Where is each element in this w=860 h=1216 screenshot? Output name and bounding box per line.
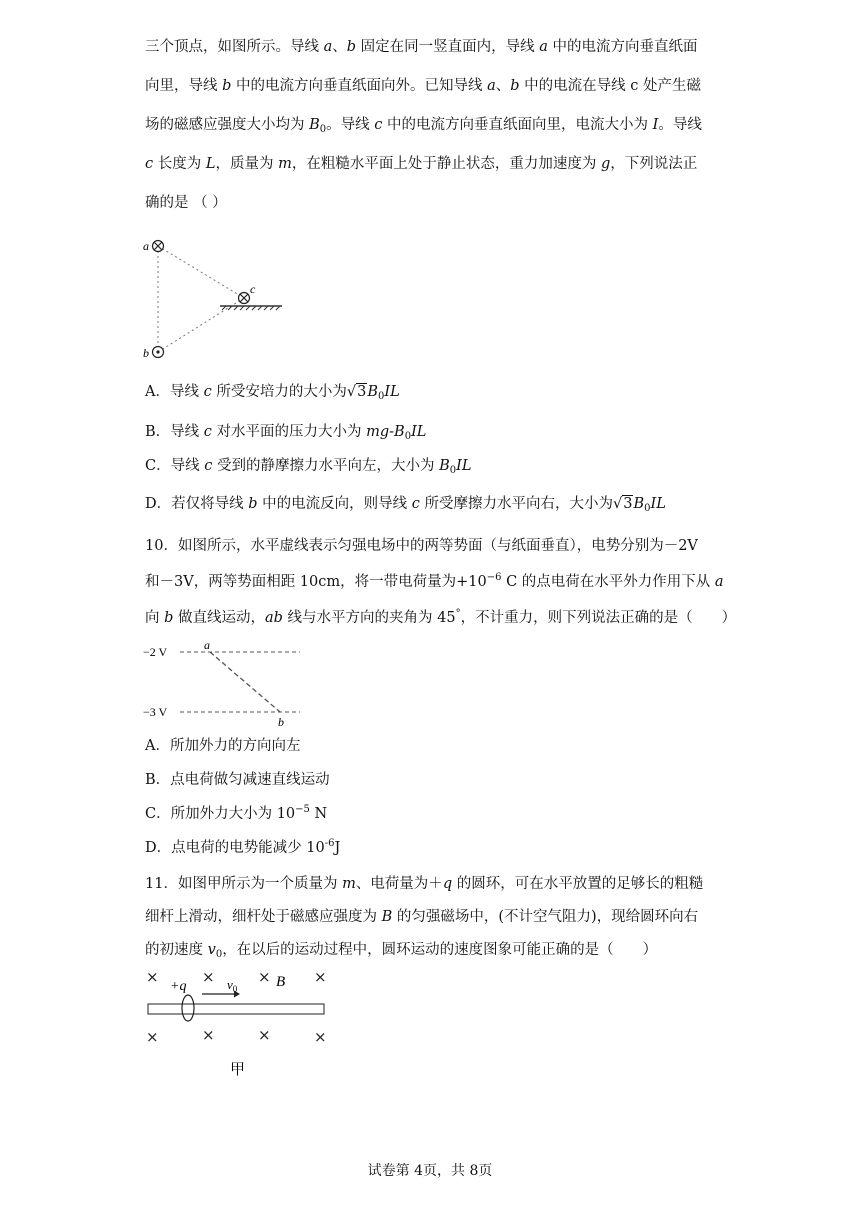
q11-label-field: B bbox=[276, 974, 286, 990]
q9-stem-line-5: 确的是 （ ） bbox=[145, 195, 227, 211]
q10-label-a: a bbox=[204, 638, 210, 652]
q10-option-a: A．所加外力的方向向左 bbox=[145, 738, 301, 754]
q11-stem-line-3: 的初速度 $v_0$，在以后的运动过程中，圆环运动的速度图象可能正确的是（ ） bbox=[145, 942, 658, 960]
q10-stem-line-2: 和－3V，两等势面相距 10cm，将一带电荷量为$+10^{-6}$ C 的点电荷在水平外力作用下从 a bbox=[145, 572, 724, 590]
q10-option-d: D．点电荷的电势能减少 $10^{-6}J$ bbox=[145, 838, 341, 856]
q10-option-b: B．点电荷做匀减速直线运动 bbox=[145, 772, 330, 788]
q11-label-velocity: $v_0$ bbox=[227, 977, 238, 994]
page-footer: 试卷第 4页，共 8页 bbox=[367, 1163, 493, 1179]
q9-option-b: B．导线 c 对水平面的压力大小为 $mg-B_0IL$ bbox=[145, 424, 427, 442]
q11-label-charge: +q bbox=[170, 979, 187, 994]
q9-stem-line-4: c 长度为 L，质量为 m，在粗糙水平面上处于静止状态，重力加速度为 g，下列说法正 bbox=[145, 156, 698, 172]
q10-stem-line-1: 10．如图所示，水平虚线表示匀强电场中的两等势面（与纸面垂直），电势分别为－2V bbox=[145, 538, 698, 554]
q11-stem-line-2: 细杆上滑动，细杆处于磁感应强度为 B 的匀强磁场中，(不计空气阻力)，现给圆环向右 bbox=[145, 909, 699, 925]
q10-option-c: C．所加外力大小为 $10^{-5}$ N bbox=[145, 804, 328, 822]
q10-stem-line-3: 向 b 做直线运动，ab 线与水平方向的夹角为 45°，不计重力，则下列说法正确的是（ ） bbox=[145, 608, 737, 626]
wire-c-into-page-icon bbox=[239, 293, 250, 304]
wire-b-out-of-page-icon bbox=[153, 347, 164, 358]
q9-stem-line-1: 三个顶点，如图所示。导线 a、b 固定在同一竖直面内，导线 a 中的电流方向垂直纸面 bbox=[145, 39, 698, 55]
svg-text:×: × bbox=[314, 968, 327, 986]
q9-option-d: D．若仅将导线 b 中的电流反向，则导线 c 所受摩擦力水平向右，大小为$√3B_0IL$ bbox=[145, 496, 666, 514]
svg-text:×: × bbox=[146, 1028, 159, 1046]
q10-figure bbox=[140, 638, 310, 730]
rough-rod bbox=[148, 1004, 324, 1014]
q9-label-a: a bbox=[143, 239, 149, 253]
svg-text:×: × bbox=[202, 1026, 215, 1044]
svg-text:×: × bbox=[258, 1026, 271, 1044]
q10-label-top: −2 V bbox=[143, 645, 168, 659]
q10-label-b: b bbox=[278, 715, 284, 729]
q11-figure-caption: 甲 bbox=[230, 1060, 246, 1078]
q9-option-c: C．导线 c 受到的静摩擦力水平向左，大小为 $B_0IL$ bbox=[145, 458, 472, 476]
q9-figure bbox=[140, 232, 300, 367]
q11-stem-line-1: 11．如图甲所示为一个质量为 m、电荷量为＋q 的圆环，可在水平放置的足够长的粗糙 bbox=[145, 876, 704, 892]
svg-text:×: × bbox=[146, 968, 159, 986]
svg-text:×: × bbox=[314, 1028, 327, 1046]
q9-label-c: c bbox=[250, 282, 256, 296]
svg-text:×: × bbox=[258, 968, 271, 986]
wire-a-into-page-icon bbox=[153, 241, 164, 252]
svg-text:×: × bbox=[202, 968, 215, 986]
q10-label-bottom: −3 V bbox=[143, 705, 168, 719]
q11-figure bbox=[140, 962, 340, 1082]
q9-stem-line-2: 向里，导线 b 中的电流方向垂直纸面向外。已知导线 a、b 中的电流在导线 c 处产生磁 bbox=[145, 78, 702, 94]
q9-stem-line-3: 场的磁感应强度大小均为 $B_0$。导线 c 中的电流方向垂直纸面向里，电流大小为 I。导线 bbox=[145, 117, 702, 135]
q9-label-b: b bbox=[143, 346, 149, 360]
q9-option-a: A．导线 c 所受安培力的大小为$√3B_0IL$ bbox=[145, 384, 400, 402]
